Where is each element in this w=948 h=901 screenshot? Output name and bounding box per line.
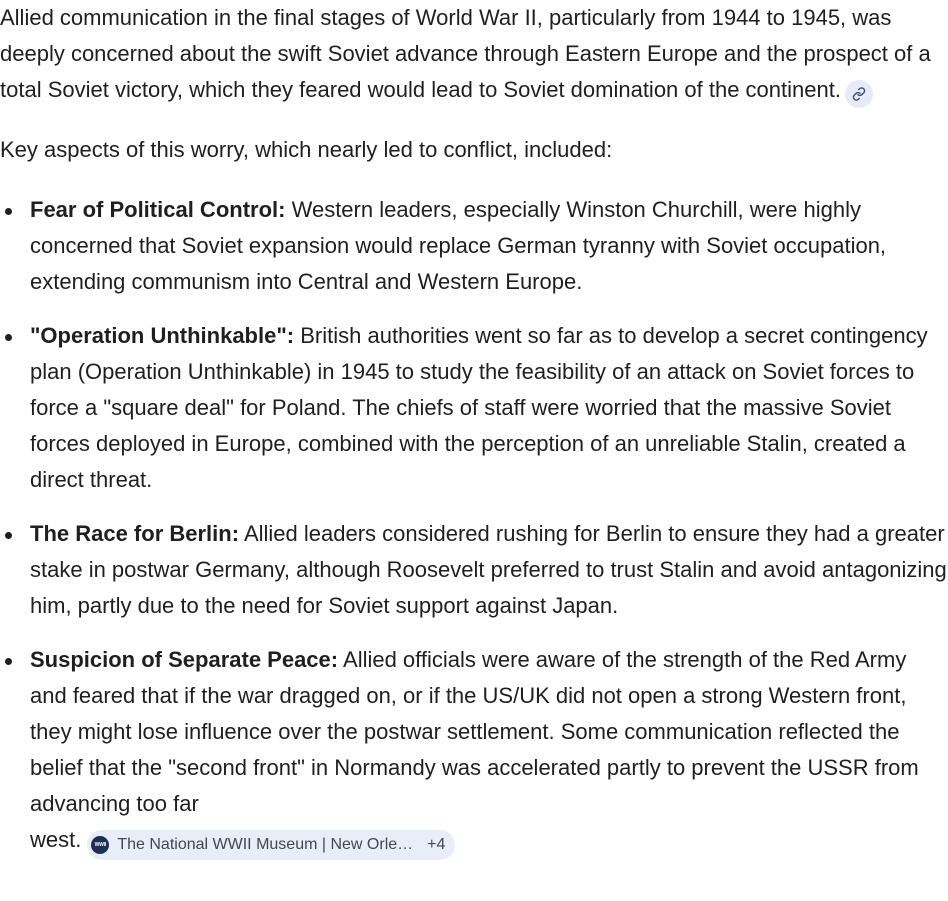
intro-paragraph bbox=[0, 0, 948, 108]
list-item bbox=[0, 318, 948, 498]
citation-link-button[interactable] bbox=[845, 80, 873, 108]
source-name: The National WWII Museum | New Orle… bbox=[117, 836, 414, 853]
list-item-title: The Race for Berlin: bbox=[30, 521, 240, 546]
source-count: +4 bbox=[427, 836, 446, 853]
list-item-title: Fear of Political Control: bbox=[30, 197, 286, 222]
list-item-tail: west. bbox=[30, 827, 82, 852]
list-item-text: Western leaders, especially Winston Churchill, were highly concerned that Soviet expansion would replace German tyranny with Soviet occupation, extending communism into Central and Western Europe. bbox=[30, 197, 887, 294]
source-chip[interactable] bbox=[87, 830, 455, 860]
list-item bbox=[0, 642, 948, 860]
list-item-title: "Operation Unthinkable": bbox=[30, 323, 295, 348]
list-item bbox=[0, 516, 948, 624]
link-icon bbox=[852, 87, 866, 101]
intro-text: Allied communication in the final stages of World War II, particularly from 1944 to 1945, was deeply concerned about the swift Soviet advance through Eastern Europe and the prospect of a total Soviet victory, which they feared would lead to Soviet domination of the continent. bbox=[0, 5, 931, 102]
list-item-text: Allied officials were aware of the strength of the Red Army and feared that if the war dragged on, or if the US/UK did not open a strong Western front, they might lose influence over the postwar settlement. Some communication reflected the belief that the "second front" in Normandy was accelerated partly to prevent the USSR from advancing too far bbox=[30, 647, 919, 816]
list-item-text: British authorities went so far as to develop a secret contingency plan (Operation Unthinkable) in 1945 to study the feasibility of an attack on Soviet forces to force a "square deal" for Poland. The chiefs of staff were worried that the massive Soviet forces deployed in Europe, combined with the perception of an unreliable Stalin, created a direct threat. bbox=[30, 323, 928, 492]
list-item bbox=[0, 192, 948, 300]
aspects-list bbox=[0, 192, 948, 860]
list-item-text: Allied leaders considered rushing for Berlin to ensure they had a greater stake in postwar Germany, although Roosevelt preferred to trust Stalin and avoid antagonizing him, partly due to the need for Soviet support against Japan. bbox=[30, 521, 947, 618]
museum-logo-icon: WWII bbox=[91, 836, 109, 854]
list-item-title: Suspicion of Separate Peace: bbox=[30, 647, 339, 672]
key-aspects-intro: Key aspects of this worry, which nearly led to conflict, included: bbox=[0, 137, 613, 162]
